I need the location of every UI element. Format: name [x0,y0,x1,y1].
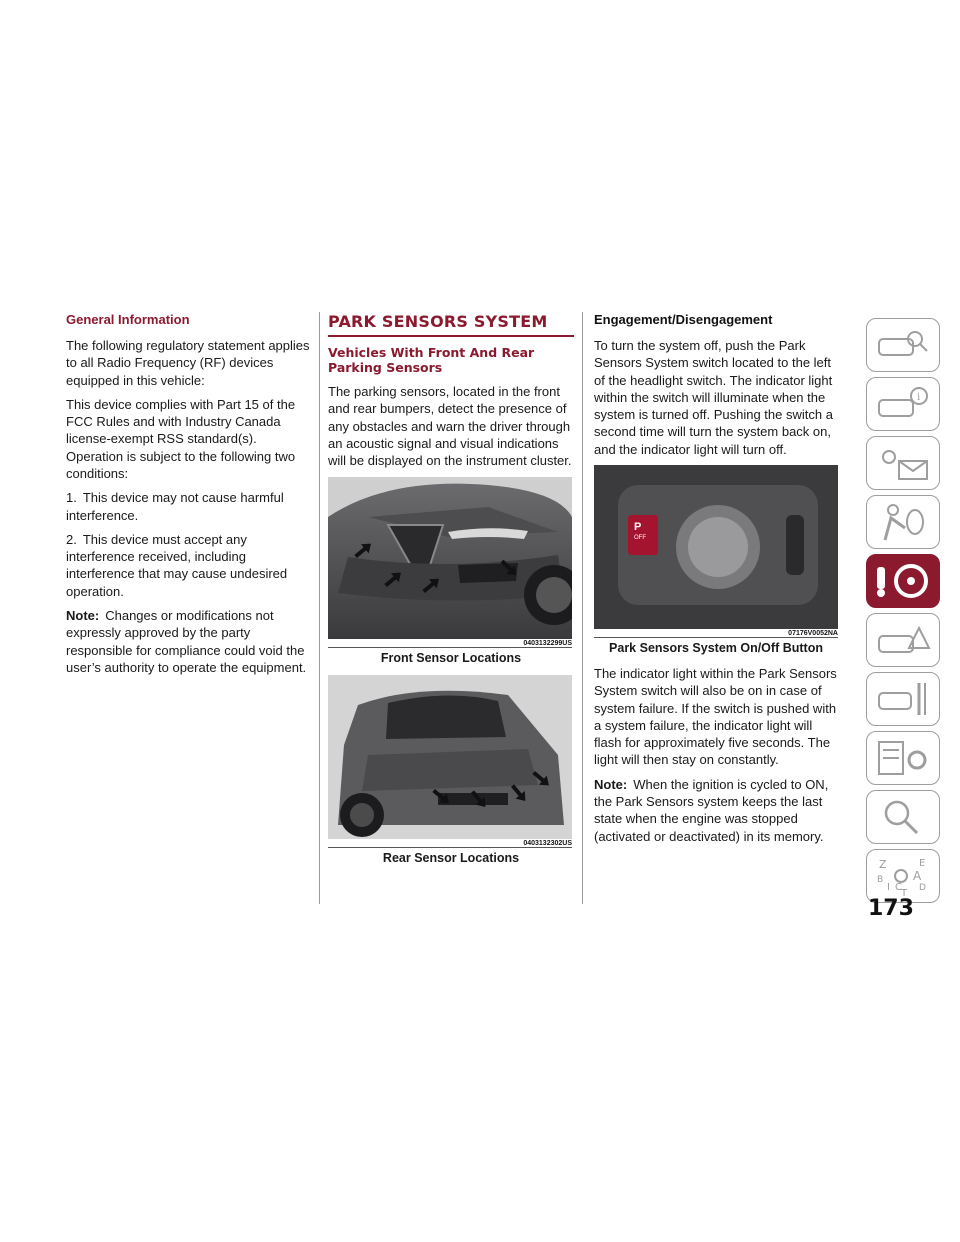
paragraph: The indicator light within the Park Sensors System switch will also be on in case of system failure. If the switch is pushed with a system failure, the indicator light will flash for approximately five seconds. The light will then stay on constantly. [594,665,837,768]
index-letter: B [877,875,884,885]
tab-warning-lights[interactable] [866,436,940,490]
rear-sensor-figure [328,675,572,848]
column-divider [582,312,583,904]
list-item [66,489,314,524]
switch-figure [594,465,838,638]
list-text: This device must accept any interference received, including interference that may cause undesired operation. [66,531,288,599]
column-park-sensors [328,312,574,875]
note-text: Changes or modifications not expressly approved by the party responsible for compliance could void the user’s authority to operate the equipment. [66,607,307,675]
index-letter: Z [879,858,887,871]
note [66,607,314,676]
tab-starting-and-operating[interactable] [866,554,940,608]
note [594,776,838,845]
car-search-icon [875,325,931,365]
paragraph: The parking sensors, located in the front and rear bumpers, detect the presence of any obstacles and warn the driver through an acoustic signal and visual indications will be displayed on the instrument cluster. [328,384,572,469]
tab-safety[interactable] [866,495,940,549]
column-general-information [66,312,314,683]
index-letter: A [913,869,922,883]
svg-text:i: i [917,392,921,403]
paragraph: This device complies with Part 15 of the FCC Rules and with Industry Canada license-exempt RSS standard(s). Operation is subject to the following two conditions: [66,396,296,481]
rear-car-illustration [328,675,572,839]
column-engagement [594,312,838,852]
index-letter: E [919,858,926,869]
front-bumper-image [328,477,572,639]
search-magnifier-icon [875,797,931,837]
column-divider [319,312,320,904]
front-sensor-figure [328,477,572,648]
tab-getting-to-know-vehicle[interactable] [866,318,940,372]
switch-illustration [594,465,838,629]
front-car-illustration [328,477,572,639]
page-number: 173 [868,896,914,921]
park-switch-sublabel: OFF [634,534,646,541]
car-info-icon [875,384,931,424]
rear-bumper-image [328,675,572,839]
subsection-title: Vehicles With Front And Rear Parking Sensors [328,345,535,375]
figure-caption: Front Sensor Locations [380,651,522,666]
figure-code: 07176V0052NA [788,629,838,637]
tab-technical-specifications[interactable] [866,731,940,785]
car-service-tools-icon [875,679,931,719]
seat-airbag-icon [875,502,931,542]
switch-panel-image [594,465,838,629]
tab-customer-assistance[interactable] [866,790,940,844]
tab-vehicle-info[interactable] [866,377,940,431]
index-letters-icon [875,856,931,896]
specifications-gear-icon [875,738,931,778]
note-label: Note: [594,776,628,792]
index-letter: I [887,882,890,893]
paragraph: The following regulatory statement applies to all Radio Frequency (RF) devices equipped in this vehicle: [66,338,310,388]
figure-caption: Park Sensors System On/Off Button [609,640,823,655]
index-letter: C [895,882,902,893]
list-number: 1. [66,490,77,506]
car-breakdown-icon [875,620,931,660]
index-letter: D [919,883,926,893]
note-text: When the ignition is cycled to ON, the Park Sensors system keeps the last state when the engine was stopped (activated or deactivated) in its memory. [594,776,829,844]
park-switch-label: P [634,520,642,533]
key-steering-wheel-icon [875,561,931,601]
tab-servicing-maintenance[interactable] [866,672,940,726]
list-text: This device may not cause harmful interference. [66,490,284,523]
figure-caption: Rear Sensor Locations [382,851,520,866]
index-letter: T [901,888,908,896]
section-heading: General Information [66,312,190,327]
list-item [66,531,314,600]
warning-light-message-icon [875,443,931,483]
note-label: Note: [66,607,100,623]
tab-in-case-of-emergency[interactable] [866,613,940,667]
section-heading: Engagement/Disengagement [594,312,773,327]
list-number: 2. [66,531,77,547]
figure-code: 0403132302US [523,840,572,848]
tab-index[interactable] [866,849,940,903]
paragraph: To turn the system off, push the Park Sensors System switch located to the left of the headlight switch. The indicator light within the switch will illuminate when the system is turned off. Pushing the switch a second time will turn the system back on, and the indicator light will turn off. [594,338,833,457]
section-title: PARK SENSORS SYSTEM [328,312,574,337]
figure-code: 0403132299US [523,640,572,648]
